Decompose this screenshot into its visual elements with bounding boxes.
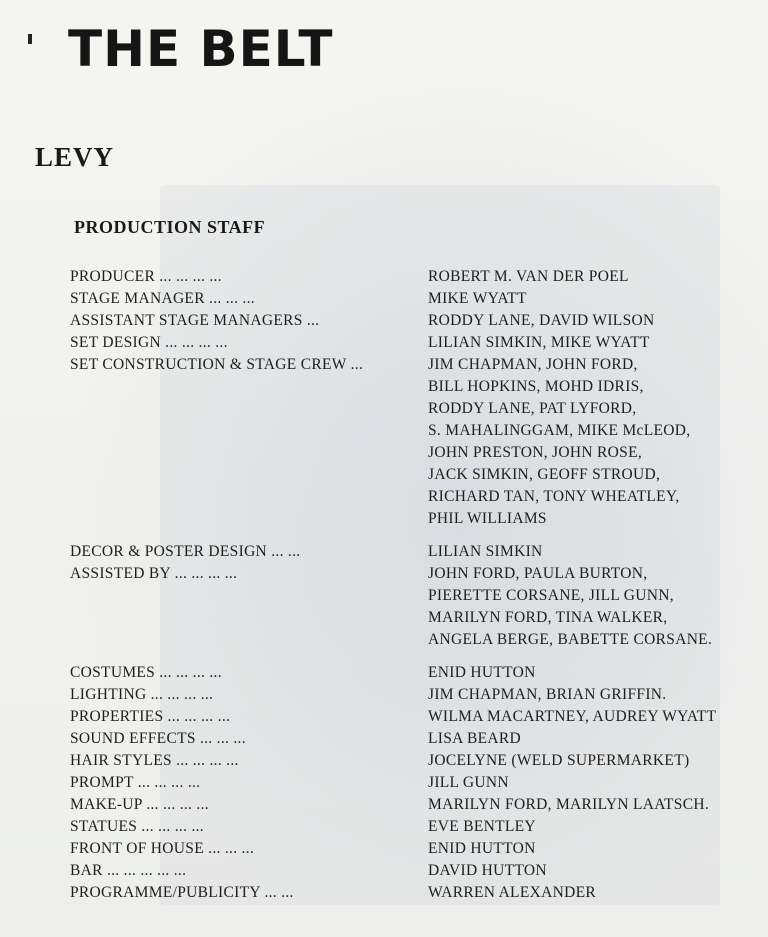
staff-role: SET DESIGN ... ... ... ...: [70, 334, 228, 351]
staff-names: [428, 728, 768, 750]
section-heading: PRODUCTION STAFF: [74, 217, 266, 237]
staff-role: SOUND EFFECTS ... ... ...: [70, 730, 246, 747]
staff-name-line: JIM CHAPMAN, BRIAN GRIFFIN.: [428, 686, 667, 703]
staff-name-line: ANGELA BERGE, BABETTE CORSANE.: [428, 631, 713, 648]
staff-name-line: ENID HUTTON: [428, 664, 536, 681]
staff-names: [428, 563, 768, 651]
staff-name-line: PHIL WILLIAMS: [428, 510, 547, 527]
staff-name-line: LILIAN SIMKIN: [428, 543, 543, 560]
staff-names: [428, 310, 768, 332]
staff-names: [428, 706, 768, 728]
staff-row: [70, 816, 768, 838]
staff-name-line: JOHN FORD, PAULA BURTON,: [428, 565, 648, 582]
staff-name-line: MARILYN FORD, TINA WALKER,: [428, 609, 668, 626]
staff-row: [70, 728, 768, 750]
staff-role: STAGE MANAGER ... ... ...: [70, 290, 255, 307]
staff-role: ASSISTANT STAGE MANAGERS ...: [70, 312, 320, 329]
staff-row: [70, 750, 768, 772]
staff-names: [428, 684, 768, 706]
title-mark: [28, 34, 32, 44]
staff-row: [70, 860, 768, 882]
staff-name-line: LILIAN SIMKIN, MIKE WYATT: [428, 334, 650, 351]
staff-name-line: RODDY LANE, PAT LYFORD,: [428, 400, 637, 417]
staff-row: [70, 354, 768, 530]
staff-names: [428, 541, 768, 563]
staff-role: HAIR STYLES ... ... ... ...: [70, 752, 239, 769]
staff-row: [70, 794, 768, 816]
staff-row: [70, 563, 768, 651]
staff-name-line: JOCELYNE (WELD SUPERMARKET): [428, 752, 690, 769]
staff-name-line: LISA BEARD: [428, 730, 521, 747]
staff-name-line: ROBERT M. VAN DER POEL: [428, 268, 629, 285]
staff-names: [428, 662, 768, 684]
staff-name-line: ENID HUTTON: [428, 840, 536, 857]
staff-name-line: EVE BENTLEY: [428, 818, 536, 835]
staff-name-line: WARREN ALEXANDER: [428, 884, 596, 901]
staff-names: [428, 838, 768, 860]
staff-row: [70, 662, 768, 684]
staff-list: [70, 266, 768, 904]
staff-role: ASSISTED BY ... ... ... ...: [70, 565, 238, 582]
staff-name-line: JOHN PRESTON, JOHN ROSE,: [428, 444, 643, 461]
staff-role: COSTUMES ... ... ... ...: [70, 664, 222, 681]
staff-names: [428, 354, 768, 530]
staff-row: [70, 882, 768, 904]
staff-name-line: JACK SIMKIN, GEOFF STROUD,: [428, 466, 661, 483]
staff-role: LIGHTING ... ... ... ...: [70, 686, 214, 703]
staff-name-line: RICHARD TAN, TONY WHEATLEY,: [428, 488, 680, 505]
page-title: THE BELT: [68, 20, 334, 78]
staff-row: [70, 838, 768, 860]
staff-names: [428, 816, 768, 838]
staff-role: BAR ... ... ... ... ...: [70, 862, 187, 879]
staff-row: [70, 706, 768, 728]
staff-role: PROGRAMME/PUBLICITY ... ...: [70, 884, 294, 901]
staff-names: [428, 750, 768, 772]
page-subtitle: LEVY: [35, 142, 115, 172]
staff-role: PRODUCER ... ... ... ...: [70, 268, 222, 285]
staff-name-line: RODDY LANE, DAVID WILSON: [428, 312, 655, 329]
staff-row: [70, 332, 768, 354]
staff-role: PROMPT ... ... ... ...: [70, 774, 201, 791]
staff-role: DECOR & POSTER DESIGN ... ...: [70, 543, 301, 560]
staff-row: [70, 684, 768, 706]
staff-names: [428, 288, 768, 310]
staff-name-line: BILL HOPKINS, MOHD IDRIS,: [428, 378, 644, 395]
staff-role: STATUES ... ... ... ...: [70, 818, 204, 835]
staff-row: [70, 772, 768, 794]
staff-row: [70, 541, 768, 563]
staff-role: PROPERTIES ... ... ... ...: [70, 708, 231, 725]
staff-name-line: JILL GUNN: [428, 774, 509, 791]
staff-name-line: MARILYN FORD, MARILYN LAATSCH.: [428, 796, 710, 813]
staff-name-line: WILMA MACARTNEY, AUDREY WYATT: [428, 708, 717, 725]
staff-names: [428, 794, 768, 816]
staff-row: [70, 288, 768, 310]
staff-names: [428, 860, 768, 882]
staff-names: [428, 266, 768, 288]
staff-role: SET CONSTRUCTION & STAGE CREW ...: [70, 356, 364, 373]
staff-names: [428, 882, 768, 904]
staff-name-line: PIERETTE CORSANE, JILL GUNN,: [428, 587, 674, 604]
staff-role: MAKE-UP ... ... ... ...: [70, 796, 209, 813]
staff-names: [428, 332, 768, 354]
staff-role: FRONT OF HOUSE ... ... ...: [70, 840, 255, 857]
staff-name-line: S. MAHALINGGAM, MIKE McLEOD,: [428, 422, 691, 439]
staff-row: [70, 266, 768, 288]
staff-name-line: DAVID HUTTON: [428, 862, 547, 879]
staff-name-line: MIKE WYATT: [428, 290, 527, 307]
staff-row: [70, 310, 768, 332]
staff-names: [428, 772, 768, 794]
staff-name-line: JIM CHAPMAN, JOHN FORD,: [428, 356, 638, 373]
